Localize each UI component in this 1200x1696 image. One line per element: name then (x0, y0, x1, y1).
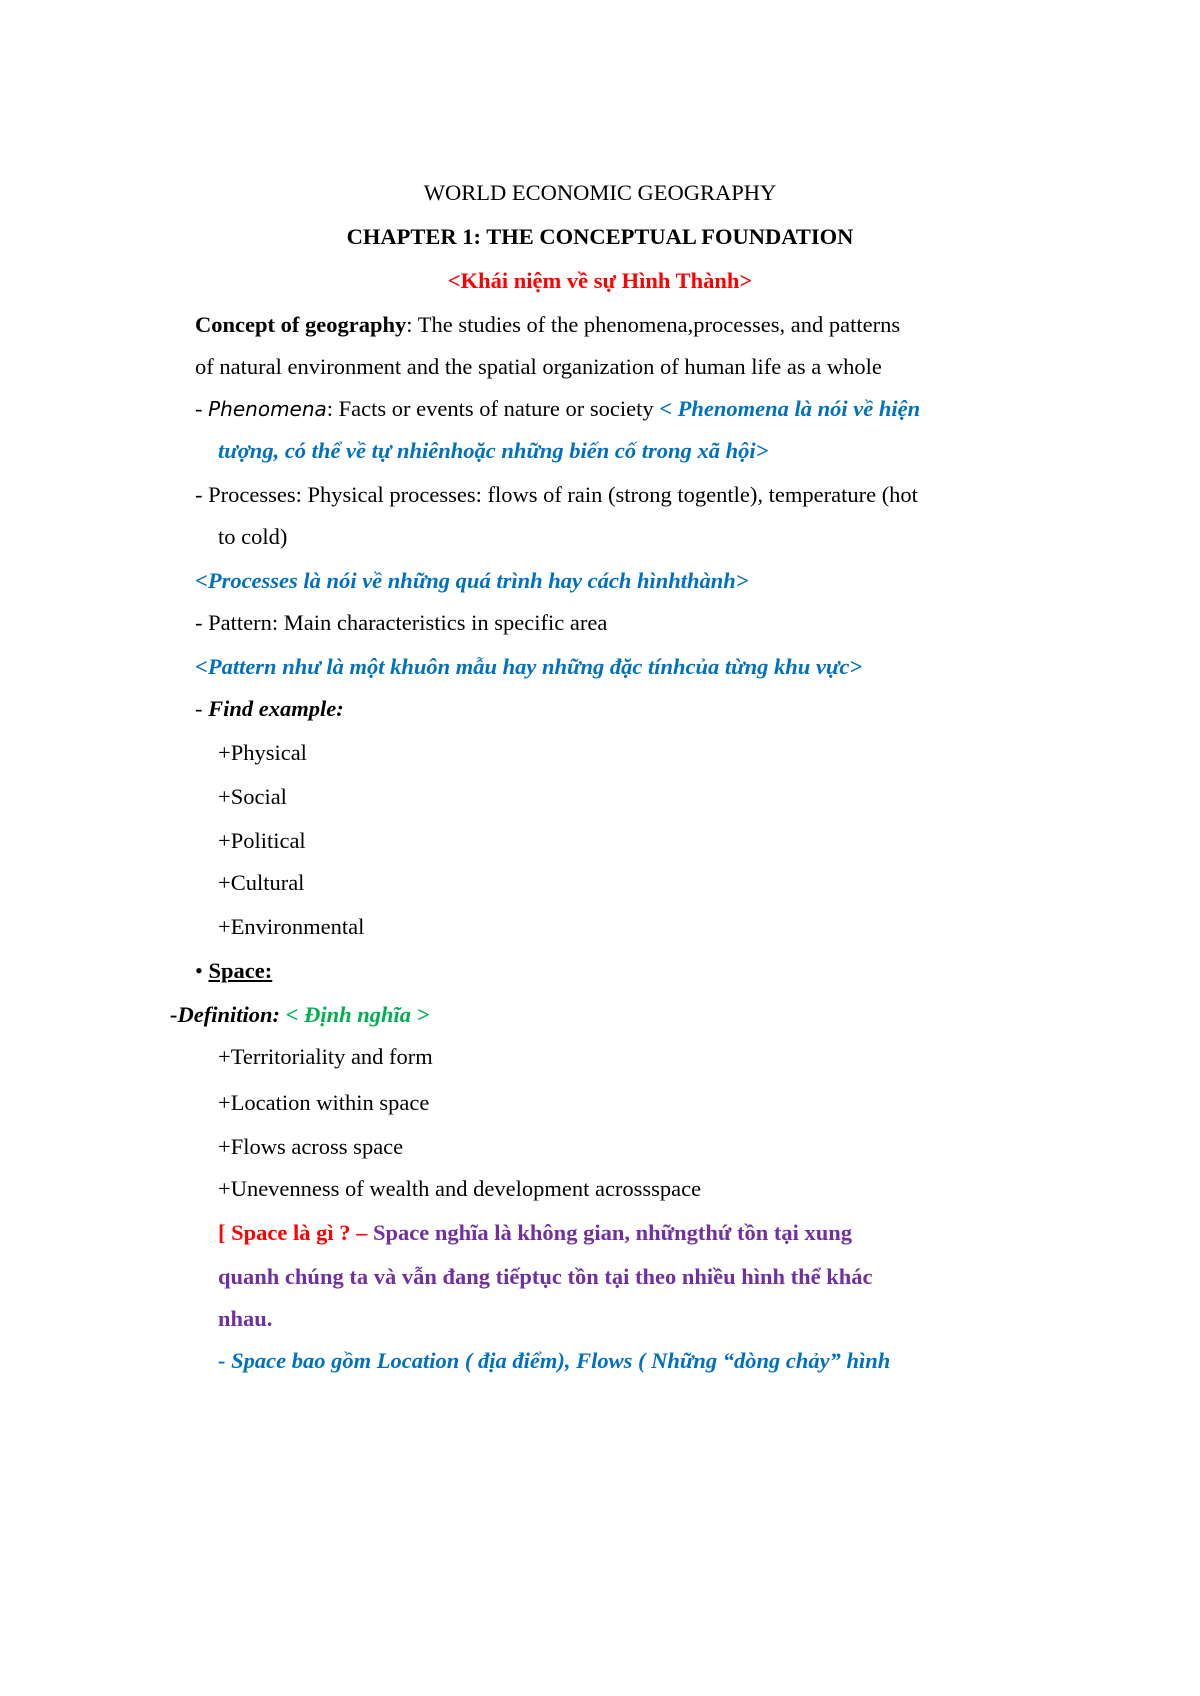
space-question: [ Space là gì ? – (218, 1220, 373, 1245)
space-heading: • Space: (195, 958, 273, 983)
phenomena-vietnamese-line-2: tượng, có thể về tự nhiênhoặc những biến cố trong xã hội> (218, 438, 769, 463)
example-item-physical: +Physical (218, 740, 307, 765)
example-item-cultural: +Cultural (218, 870, 305, 895)
definition-vietnamese: < Định nghĩa > (280, 1002, 430, 1027)
phenomena-vietnamese: < Phenomena là nói về hiện (659, 396, 921, 421)
processes-line-2: to cold) (218, 524, 288, 549)
document-title: WORLD ECONOMIC GEOGRAPHY (423, 180, 777, 205)
chapter-heading: CHAPTER 1: THE CONCEPTUAL FOUNDATION (346, 224, 854, 249)
find-example-heading: - Find example: (195, 696, 344, 721)
phenomena-term: Phenomena (208, 397, 327, 421)
bullet-icon: • (195, 958, 209, 983)
concept-text: The studies of the phenomena,processes, and patterns (412, 312, 901, 337)
pattern-line: - Pattern: Main characteristics in specific area (195, 610, 608, 635)
chapter-heading-vietnamese: <Khái niệm về sự Hình Thành> (447, 268, 753, 293)
space-vietnamese-line-1: [ Space là gì ? – Space nghĩa là không gian, nhữngthứ tồn tại xung (218, 1220, 853, 1245)
processes-line-1: - Processes: Physical processes: flows of rain (strong togentle), temperature (hot (195, 482, 918, 507)
space-vietnamese-line-2: quanh chúng ta và vẫn đang tiếptục tồn tại theo nhiều hình thể khác (218, 1264, 873, 1289)
concept-label: Concept of geography (195, 312, 407, 337)
definition-item-unevenness: +Unevenness of wealth and development acrossspace (218, 1176, 702, 1201)
definition-heading: -Definition: < Định nghĩa > (170, 1002, 430, 1027)
example-item-political: +Political (218, 828, 306, 853)
space-vietnamese-line-3: nhau. (218, 1306, 273, 1331)
processes-vietnamese: <Processes là nói về những quá trình hay cách hìnhthành> (195, 568, 749, 593)
phenomena-line-1: - Phenomena: Facts or events of nature or society < Phenomena là nói về hiện (195, 396, 921, 421)
space-includes-line: - Space bao gồm Location ( địa điểm), Flows ( Những “dòng chảy” hình (218, 1348, 891, 1373)
example-item-environmental: +Environmental (218, 914, 365, 939)
definition-item-territoriality: +Territoriality and form (218, 1044, 433, 1069)
definition-item-flows: +Flows across space (218, 1134, 404, 1159)
example-item-social: +Social (218, 784, 287, 809)
concept-paragraph-line-2: of natural environment and the spatial organization of human life as a whole (195, 354, 882, 379)
concept-paragraph-line-1: Concept of geography: The studies of the phenomena,processes, and patterns (195, 312, 901, 337)
definition-item-location: +Location within space (218, 1090, 430, 1115)
pattern-vietnamese: <Pattern như là một khuôn mẫu hay những đặc tínhcủa từng khu vực> (195, 654, 863, 679)
